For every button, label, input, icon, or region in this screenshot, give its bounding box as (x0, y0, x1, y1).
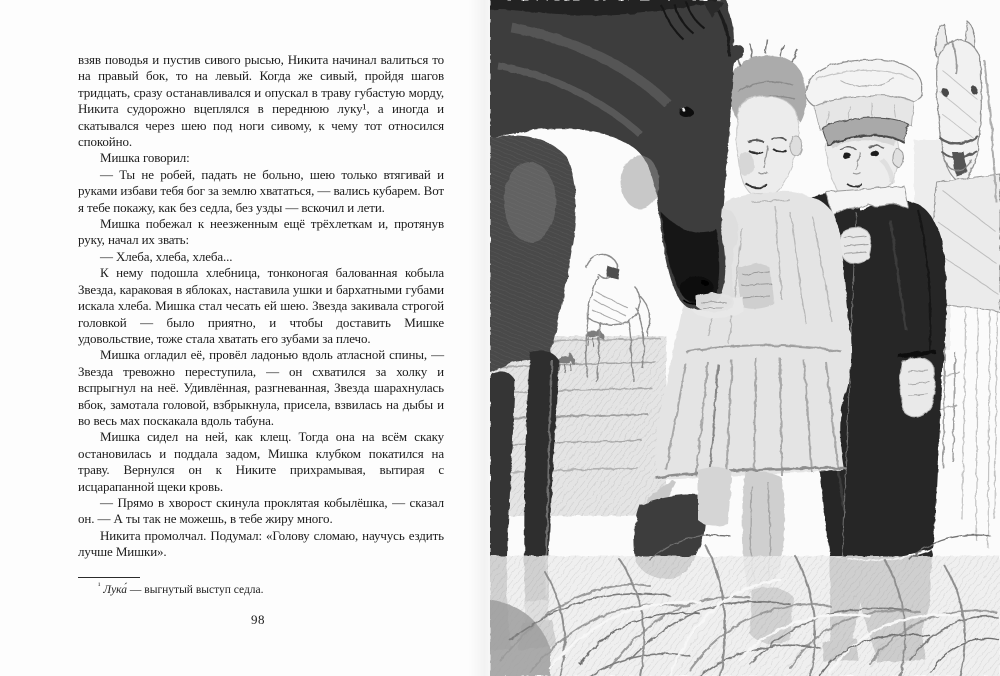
right-page (490, 0, 1000, 676)
footnote-term: Лука́ (103, 584, 128, 596)
hand-feeding (696, 293, 734, 312)
footnote-marker: ¹ (98, 581, 101, 591)
paragraph: Мишка побежал к неезженным ещё трёхлеткам и, протянув руку, начал их звать: (78, 216, 444, 248)
page-number: 98 (251, 612, 265, 627)
footnote (78, 583, 444, 597)
footnote-definition: — выгнутый выступ седла. (127, 584, 264, 596)
foreground-grass (490, 535, 1000, 676)
paragraph: Мишка сидел на ней, как клещ. Тогда она на всём скаку остановилась и поддала задом, Мишка клубком покатился на траву. Вернулся он к Никите прихрамывая, вытирая с исцарапанной щеки кровь. (78, 429, 444, 494)
footnote-divider (78, 577, 140, 578)
paragraph: Мишка огладил её, провёл ладонью вдоль атласной спины, — Звезда тревожно переступила, — он схватился за холку и вспрыгнул на неё. Удивлённая, разгневанная, Звезда шарахнулась вбок, замотала головой, взбрыкнула, присела, взвилась на дыбы и во весь мах поскакала вдоль табуна. (78, 347, 444, 428)
paragraph: Никита промолчал. Подумал: «Голову сломаю, научусь ездить лучше Мишки». (78, 527, 444, 560)
page-text (78, 52, 444, 561)
paragraph: — Ты не робей, падать не больно, шею только втягивай и руками избави тебя бог за землю хвататься, — вались кубарем. Вот я тебе покажу, как без седла, без узды — вскочил и лети. (78, 166, 444, 215)
paragraph: — Хлеба, хлеба, хлеба... (100, 248, 233, 264)
paragraph: К нему подошла хлебница, тонконогая балованная кобыла Звезда, караковая в яблоках, наставила ушки и бархатными губами искала хлеба. Мишка стал чесать ей шею. Звезда закивала строгой головкой — было приятно, и чтобы доставить Мишке удовольствие, тоже стала хватать его зубами за плечо. (78, 265, 444, 346)
paragraph: Мишка говорил: (100, 150, 190, 166)
paragraph: взяв поводья и пустив сивого рысью, Никита начинал валиться то на правый бок, то на левый. Когда же сивый, пройдя шагов тридцать, сразу останавливался и опускал в траву губастую морду, Никита судорожно вцеплялся в переднюю луку¹, а иногда и скатывался через шею под ноги сивому, к чему тот относился спокойно. (78, 52, 444, 150)
left-page (0, 0, 490, 676)
book-illustration (490, 0, 1000, 676)
paragraph: — Прямо в хворост скинула проклятая кобылёшка, — сказал он. — А ты так не можешь, в тебе жиру много. (78, 494, 444, 527)
